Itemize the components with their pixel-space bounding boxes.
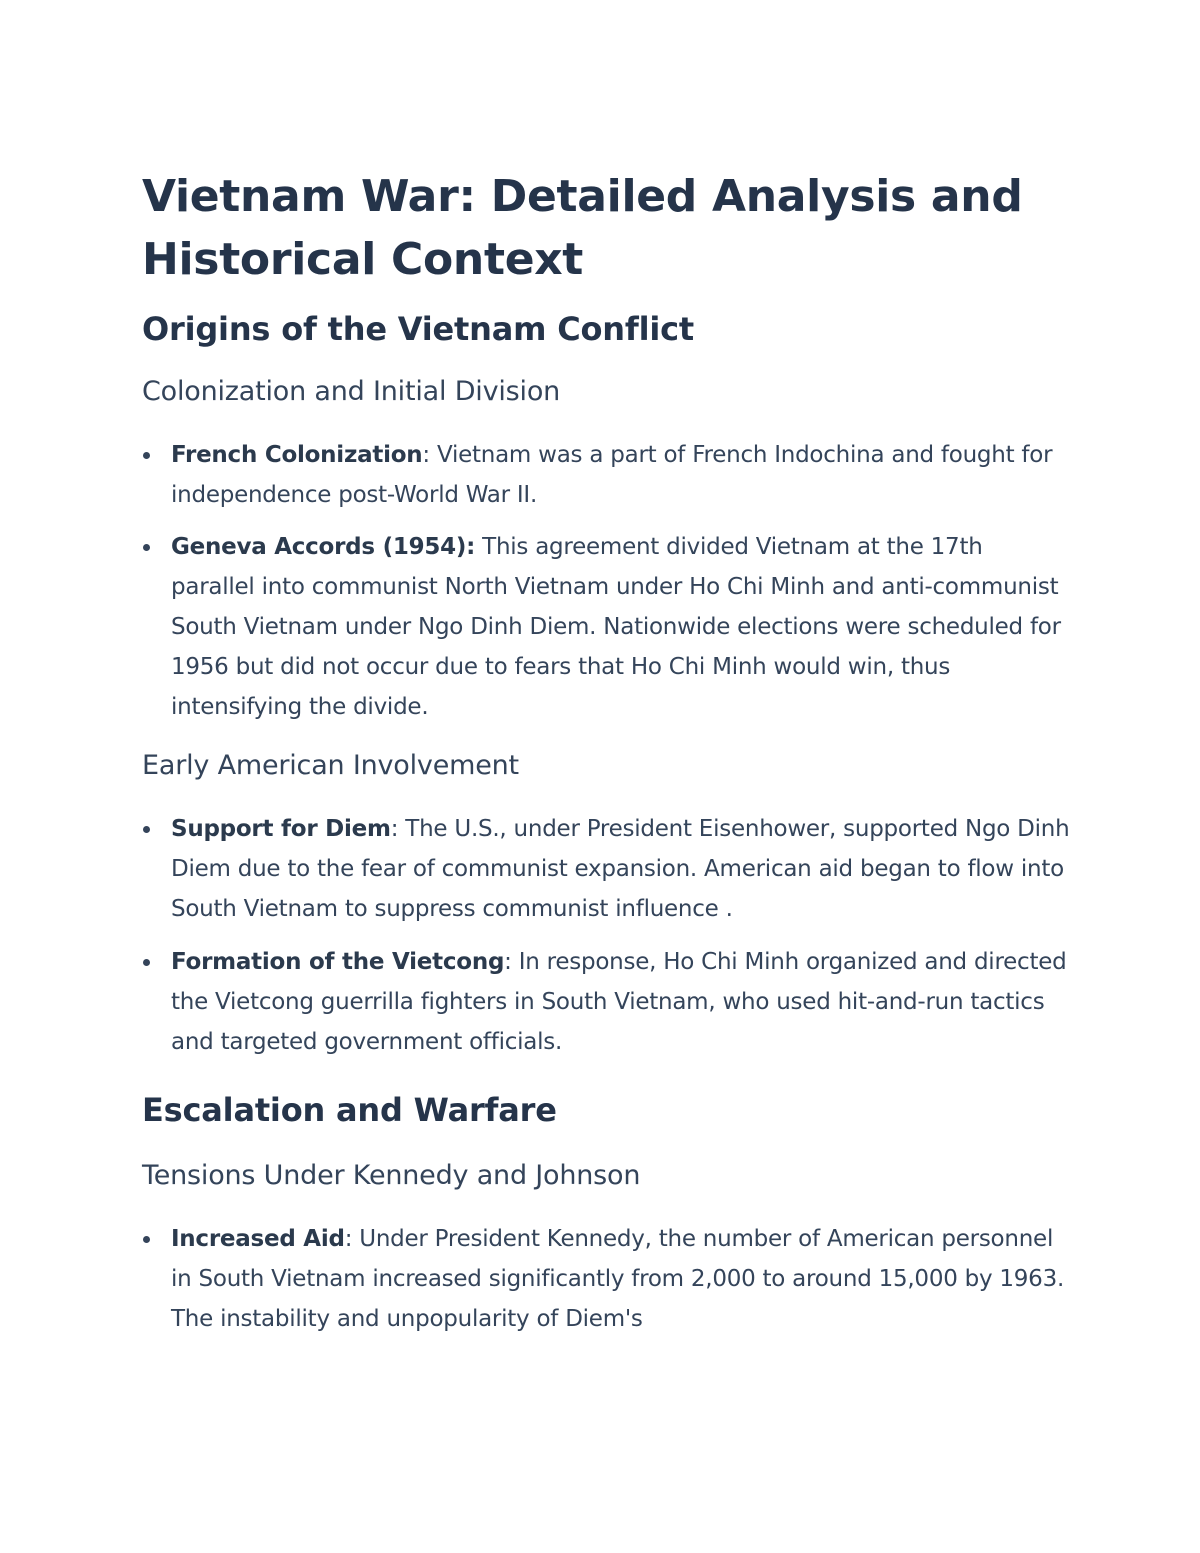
item-term: Formation of the Vietcong [171,949,505,975]
list-item [142,942,1072,1062]
document-title: Vietnam War: Detailed Analysis and Historical Context [142,171,1023,285]
section-heading-escalation: Escalation and Warfare [142,1091,557,1129]
item-text: : Vietnam was a part of French Indochina and fought for independence post-World War II. [171,442,1053,508]
bullet-list-tensions [142,1219,1072,1339]
list-item [142,435,1072,515]
item-text: This agreement divided Vietnam at the 17th parallel into communist North Vietnam under Ho Chi Minh and anti-communist South Vietnam under Ngo Dinh Diem. Nationwide elections were scheduled for 1956 but did not occur due to fears that Ho Chi Minh would win, thus intensifying the divide. [171,534,1061,720]
item-term: Geneva Accords (1954): [171,534,476,560]
bullet-icon [143,1236,150,1243]
subsection-heading-tensions: Tensions Under Kennedy and Johnson [142,1160,641,1191]
bullet-list-early-involvement [142,809,1072,1062]
item-term: French Colonization [171,442,423,468]
document-page [142,165,1072,1339]
bullet-icon [143,959,150,966]
item-text: : The U.S., under President Eisenhower, supported Ngo Dinh Diem due to the fear of communist expansion. American aid began to flow into South Vietnam to suppress communist influence . [171,816,1070,922]
item-text: : In response, Ho Chi Minh organized and directed the Vietcong guerrilla fighters in South Vietnam, who used hit-and-run tactics and targeted government officials. [171,949,1067,1055]
item-term: Increased Aid [171,1226,345,1252]
item-term: Support for Diem [171,816,391,842]
list-item [142,527,1072,727]
subsection-heading-colonization: Colonization and Initial Division [142,376,561,407]
subsection-heading-early-involvement: Early American Involvement [142,750,519,781]
bullet-list-colonization [142,435,1072,727]
bullet-icon [143,452,150,459]
bullet-icon [143,826,150,833]
item-text: : Under President Kennedy, the number of American personnel in South Vietnam increased significantly from 2,000 to around 15,000 by 1963. The instability and unpopularity of Diem's [171,1226,1065,1332]
list-item [142,1219,1072,1339]
list-item [142,809,1072,929]
section-heading-origins: Origins of the Vietnam Conflict [142,310,694,348]
bullet-icon [143,544,150,551]
